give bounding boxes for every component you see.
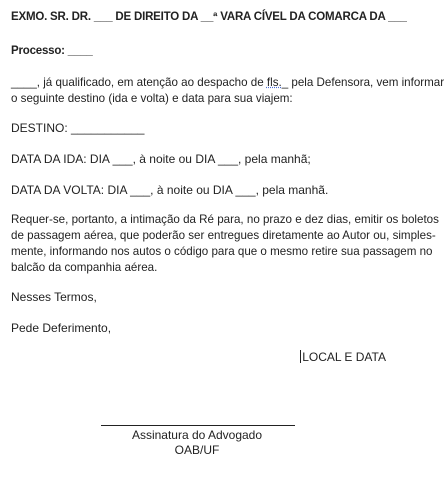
data-ida-field: DATA DA IDA: DIA ___, à noite ou DIA ___, pela manhã; (11, 152, 311, 166)
request-line-1: Requer-se, portanto, a intimação da Ré para, no prazo e dez dias, emitir os boletos (11, 213, 439, 226)
destino-field: DESTINO: ___________ (11, 121, 145, 135)
intro-line-1-end: _ pela Defensora, vem informar (281, 76, 444, 89)
request-line-3: mente, informando nos autos o código para que o mesmo retire sua passagem no (11, 245, 433, 258)
intro-line-2: o seguinte destino (ida e volta) e data para sua viajem: (11, 92, 293, 105)
nesses-termos: Nesses Termos, (11, 290, 97, 304)
request-paragraph (11, 212, 439, 276)
signature-line (101, 425, 295, 426)
intro-paragraph (11, 75, 444, 107)
local-e-data-text: LOCAL E DATA (302, 350, 386, 364)
fls-reference: fls. (266, 76, 282, 89)
intro-line-1 (11, 75, 444, 91)
processo-label: Processo: ____ (11, 45, 93, 57)
document-header: EXMO. SR. DR. ___ DE DIREITO DA __ª VARA CÍVEL DA COMARCA DA ___ (11, 11, 407, 23)
signature-label: Assinatura do Advogado (131, 428, 263, 442)
request-line-4: balcão da companhia aérea. (11, 261, 158, 274)
local-e-data[interactable] (300, 350, 386, 364)
data-volta-field: DATA DA VOLTA: DIA ___, à noite ou DIA ___, pela manhã. (11, 183, 329, 197)
oab-label: OAB/UF (174, 443, 220, 457)
intro-line-1-start: ____, já qualificado, em atenção ao despacho de (11, 76, 267, 89)
request-line-2: de passagem aérea, que poderão ser entregues diretamente ao Autor ou, simples- (11, 229, 436, 242)
pede-deferimento: Pede Deferimento, (11, 321, 112, 335)
